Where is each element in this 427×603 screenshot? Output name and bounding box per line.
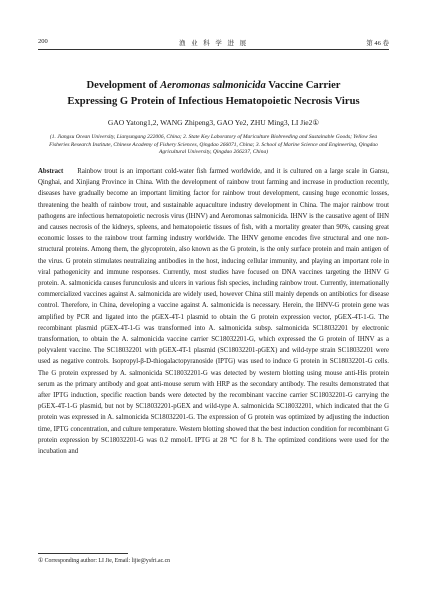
abstract-text: Rainbow trout is an important cold-water fish farmed worldwide, and it is cultured on a large scale in Gansu, Qinghai, and Xinjiang Province in China. With the development of rainbow trout farming and increase in production recently, diseases have gradually become an important limiting factor for rainbow trout development, causing huge economic losses, threatening the health of rainbow trout, and sustainable aquaculture industry development in China. The major rainbow trout pathogens are infectious hematopoietic necrosis virus (IHNV) and Aeromonas salmonicida. IHNV is the causative agent of IHN and causes necrosis of the kidneys, spleens, and hematopoietic tissues of fish, with a mortality greater than 90%, causing great economic losses to the rainbow trout farming industry worldwide. The IHNV genome encodes five structural and one non-structural proteins. Among them, the glycoprotein, also known as the G protein, is the only surface protein and main antigen of the virus. G protein stimulates neutralizing antibodies in the host, inducing cellular immunity, and playing an important role in viral pathogenicity and immune responses. Currently, most studies have focused on DNA vaccines targeting the IHNV G protein. A. salmonicida causes furunculosis and ulcers in various fish species, including rainbow trout. Currently, internationally commercialized vaccines against A. salmonicida are widely used, however China still mainly depends on antibiotics for disease control. Therefore, in China, developing a vaccine against A. salmonicida is necessary. Herein, the IHNV-G protein gene was amplified by PCR and ligated into the pGEX-4T-1 plasmid to obtain the G protein expression vector, pGEX-4T-1-G. The recombinant plasmid pGEX-4T-1-G was transformed into A. salmonicida subsp. salmonicida SC18032201 by electronic transformation, to obtain the A. salmonicida vaccine carrier SC18032201-G, which expressed the G protein of IHNV as a polyvalent vaccine. The SC18032201 with pGEX-4T-1 plasmid (SC18032201-pGEX) and wild-type strain SC18032201 were used as negative controls. Isopropyl-β-D-thiogalactopyranoside (IPTG) was used to induce G protein in SC18032201-G cells. The G protein expressed by A. salmonicida SC18032201-G was detected by western blotting using mouse anti-His protein serum as the primary antibody and goat anti-mouse serum with HRP as the secondary antibody. The results demonstrated that after IPTG induction, specific reaction bands were detected by the recombinant vaccine carrier SC18032201-G carrying the pGEX-4T-1-G plasmid, but not by SC18032201-pGEX and wild-type A. salmonicida SC18032201, which indicated that the G protein was expressed in A. salmonicida SC18032201-G. The expression of G protein was optimized by adjusting the induction time, IPTG concentration, and culture temperature. Western blotting showed that the best induction condition for recombinant G protein expression by SC18032201-G was 0.2 mmol/L IPTG at 28 ℃ for 8 h. The optimized conditions were used for the incubation and <box>38 168 389 456</box>
volume-label: 第 46 卷 <box>366 40 389 47</box>
title-species: Aeromonas salmonicida <box>160 80 266 91</box>
journal-name: 渔 业 科 学 进 展 <box>178 40 249 47</box>
abstract-label: Abstract <box>38 168 64 175</box>
affiliations: (1. Jiangsu Ocean University, Lianyungang 222006, China; 2. State Key Laboratory of Mariculture Biobreeding and Sustainable Goods; Yellow Sea Fisheries Research Institute, Chinese Academy of Fishery Sciences, Qingdao 266071, China; 3. School of Marine Science and Engineering, Qingdao Agricultural University, Qingdao 266237, China) <box>49 134 378 156</box>
title-line-1: Development of Aeromonas salmonicida Vaccine Carrier <box>86 80 341 91</box>
page-number: 200 <box>38 38 48 45</box>
header-rule <box>38 49 389 50</box>
footnote-rule <box>38 553 128 554</box>
abstract <box>38 166 389 457</box>
corresponding-author-footnote: ① Corresponding author: LI Jie, Email: lijie@ysfri.ac.cn <box>38 558 171 564</box>
author-list: GAO Yatong1,2, WANG Zhipeng3, GAO Ye2, ZHU Ming3, LI Jie2① <box>107 118 320 127</box>
article-title <box>38 78 389 110</box>
title-line-2: Expressing G Protein of Infectious Hematopoietic Necrosis Virus <box>67 96 360 107</box>
